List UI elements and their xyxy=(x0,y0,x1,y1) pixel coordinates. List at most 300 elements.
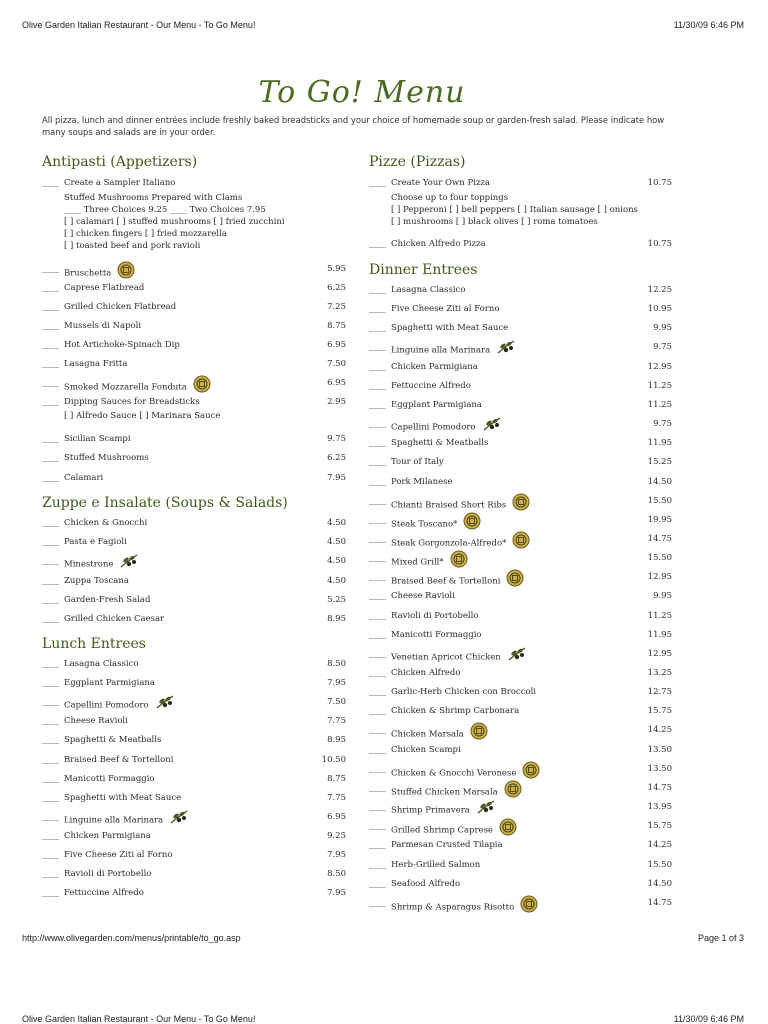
menu-item-price: 5.25 xyxy=(327,594,346,605)
print-header-datetime: 11/30/09 6:46 PM xyxy=(673,20,744,30)
menu-item-name: Caprese Flatbread xyxy=(64,283,145,293)
menu-item xyxy=(42,812,346,826)
menu-item-price: 9.75 xyxy=(653,342,672,353)
quantity-blank[interactable]: ____ xyxy=(369,178,386,188)
quantity-blank[interactable]: ____ xyxy=(42,434,59,444)
menu-item-name: Chicken Alfredo xyxy=(391,668,461,678)
menu-item-price: 8.95 xyxy=(327,614,346,624)
menu-item-name: Herb-Grilled Salmon xyxy=(391,859,481,870)
menu-item-name: Garden-Fresh Salad xyxy=(64,594,151,605)
quantity-blank[interactable]: ____ xyxy=(369,744,386,755)
menu-item-price: 10.95 xyxy=(647,304,672,315)
menu-item-price: 14.50 xyxy=(647,476,672,487)
quantity-blank[interactable]: ____ xyxy=(369,438,386,449)
menu-item xyxy=(369,515,672,529)
quantity-blank[interactable]: ____ xyxy=(42,850,59,860)
menu-item-note: [ ] Alfredo Sauce [ ] Marinara Sauce xyxy=(64,411,221,421)
menu-item-name: Stuffed Mushrooms xyxy=(64,453,149,463)
menu-item xyxy=(42,716,346,730)
menu-item-name: Chicken & Gnocchi Veronese xyxy=(391,764,540,782)
menu-item-name: Ravioli di Portobello xyxy=(391,610,479,621)
menu-item xyxy=(369,239,672,253)
footer-url: http://www.olivegarden.com/menus/printable/to_go.asp xyxy=(22,933,241,943)
quantity-blank[interactable]: ____ xyxy=(42,735,59,746)
menu-item-price: 13.50 xyxy=(647,763,672,774)
quantity-blank[interactable]: ____ xyxy=(369,897,386,908)
menu-item-name: Create a Sampler Italiano xyxy=(64,178,176,188)
menu-item-price: 7.25 xyxy=(327,302,346,312)
menu-item xyxy=(369,745,672,759)
menu-item xyxy=(42,378,346,392)
quantity-blank[interactable]: ____ xyxy=(369,304,386,315)
menu-item-price: 10.75 xyxy=(647,239,672,249)
menu-item xyxy=(42,614,346,628)
quantity-blank[interactable]: ____ xyxy=(369,878,386,889)
menu-item-price: 12.25 xyxy=(647,285,672,295)
menu-item-name: Venetian Apricot Chicken xyxy=(391,649,527,665)
menu-item-price: 9.95 xyxy=(653,323,672,334)
menu-item-price: 7.50 xyxy=(327,697,346,708)
quantity-blank[interactable]: ____ xyxy=(369,553,386,564)
quantity-blank[interactable]: ____ xyxy=(42,359,59,369)
menu-item xyxy=(42,735,346,749)
menu-item-price: 14.50 xyxy=(647,878,672,889)
menu-item xyxy=(42,302,346,316)
menu-item-price: 19.95 xyxy=(647,514,672,525)
menu-item-name: Steak Gorgonzola-Alfredo* xyxy=(391,534,530,552)
menu-item xyxy=(42,264,346,278)
menu-item-name: Cheese Ravioli xyxy=(64,716,128,727)
quantity-blank[interactable]: ____ xyxy=(42,697,59,708)
print-header xyxy=(22,20,744,30)
menu-item-price: 2.95 xyxy=(327,397,346,407)
quantity-blank[interactable]: ____ xyxy=(42,754,59,765)
quantity-blank[interactable]: ____ xyxy=(42,283,59,293)
menu-item-name: Seafood Alfredo xyxy=(391,878,461,889)
menu-item-price: 4.50 xyxy=(327,575,346,586)
quantity-blank[interactable]: ____ xyxy=(369,476,386,487)
menu-item xyxy=(369,304,672,318)
menu-item xyxy=(369,323,672,337)
menu-item xyxy=(369,687,672,701)
menu-item-name: Chicken Alfredo Pizza xyxy=(391,239,486,249)
next-page-header-datetime: 11/30/09 6:46 PM xyxy=(673,1014,744,1024)
lighter-fare-icon xyxy=(522,761,540,779)
next-page-header xyxy=(22,1014,744,1024)
menu-item xyxy=(42,434,346,448)
quantity-blank[interactable]: ____ xyxy=(369,591,386,602)
section-heading: Lunch Entrees xyxy=(42,636,146,652)
menu-item-price: 5.95 xyxy=(327,264,346,274)
quantity-blank[interactable]: ____ xyxy=(369,725,386,736)
menu-item-price: 14.25 xyxy=(647,840,672,851)
menu-item-name: Create Your Own Pizza xyxy=(391,178,490,188)
menu-item-price: 7.95 xyxy=(327,473,346,483)
quantity-blank[interactable]: ____ xyxy=(42,453,59,463)
quantity-blank[interactable]: ____ xyxy=(42,537,59,548)
menu-item-name: Cheese Ravioli xyxy=(391,591,455,602)
menu-item xyxy=(369,898,672,912)
menu-item-note: Stuffed Mushrooms Prepared with Clams xyxy=(64,193,243,203)
menu-item xyxy=(369,725,672,739)
menu-item-name: Grilled Chicken Flatbread xyxy=(64,302,177,312)
olive-branch-icon xyxy=(155,694,175,710)
quantity-blank[interactable]: ____ xyxy=(42,869,59,880)
quantity-blank[interactable]: ____ xyxy=(369,840,386,851)
menu-item xyxy=(369,840,672,854)
menu-item-price: 8.50 xyxy=(327,659,346,669)
quantity-blank[interactable]: ____ xyxy=(369,668,386,678)
section-heading: Zuppe e Insalate (Soups & Salads) xyxy=(42,495,288,511)
menu-item-name: Fettuccine Alfredo xyxy=(391,380,471,391)
menu-item-price: 11.25 xyxy=(647,610,672,621)
menu-item-note: Choose up to four toppings xyxy=(391,193,509,203)
menu-item-price: 13.25 xyxy=(647,668,672,678)
menu-item-name: Capellini Pomodoro xyxy=(64,697,175,713)
menu-item xyxy=(42,659,346,673)
menu-item xyxy=(42,537,346,551)
menu-item-name: Ravioli di Portobello xyxy=(64,869,152,880)
menu-item-name: Chicken Parmigiana xyxy=(64,830,151,841)
menu-item-price: 9.95 xyxy=(653,591,672,602)
menu-item-price: 7.75 xyxy=(327,792,346,803)
quantity-blank[interactable]: ____ xyxy=(42,321,59,331)
menu-item xyxy=(369,630,672,644)
quantity-blank[interactable]: ____ xyxy=(42,614,59,624)
menu-item-price: 7.95 xyxy=(327,888,346,899)
menu-item xyxy=(369,477,672,491)
menu-item xyxy=(369,362,672,376)
menu-item-note: [ ] chicken fingers [ ] fried mozzarella xyxy=(64,229,227,239)
menu-item-price: 7.95 xyxy=(327,850,346,860)
menu-item-name: Bruschetta xyxy=(64,264,135,282)
page-title xyxy=(0,70,768,112)
menu-item-name: Steak Toscano* xyxy=(391,515,481,533)
menu-item-name: Chicken Scampi xyxy=(391,744,461,755)
quantity-blank[interactable]: ____ xyxy=(42,659,59,669)
menu-item-name: Stuffed Chicken Marsala xyxy=(391,783,522,801)
lighter-fare-icon xyxy=(504,780,522,798)
olive-branch-icon xyxy=(119,553,139,569)
lighter-fare-icon xyxy=(117,261,135,279)
quantity-blank[interactable]: ____ xyxy=(369,342,386,353)
menu-item-price: 10.50 xyxy=(321,754,346,765)
menu-item-price: 15.25 xyxy=(647,457,672,468)
quantity-blank[interactable]: ____ xyxy=(369,514,386,525)
menu-item-price: 15.75 xyxy=(647,821,672,832)
menu-item-name: Parmesan Crusted Tilapia xyxy=(391,840,503,851)
quantity-blank[interactable]: ____ xyxy=(369,380,386,391)
menu-item-price: 15.50 xyxy=(647,553,672,564)
menu-item xyxy=(369,649,672,663)
quantity-blank[interactable]: ____ xyxy=(42,378,59,388)
menu-item-price: 7.95 xyxy=(327,678,346,689)
menu-item-price: 6.25 xyxy=(327,283,346,293)
menu-item-name: Sicilian Scampi xyxy=(64,434,131,444)
menu-item xyxy=(369,285,672,299)
menu-item-name: Chicken Marsala xyxy=(391,725,488,743)
menu-item-price: 11.25 xyxy=(647,399,672,410)
quantity-blank[interactable]: ____ xyxy=(369,239,386,249)
menu-item-price: 9.75 xyxy=(327,434,346,444)
menu-item xyxy=(42,453,346,467)
menu-item-name: Pork Milanese xyxy=(391,476,453,487)
menu-item-price: 10.75 xyxy=(647,178,672,188)
menu-item-name: Pasta e Fagioli xyxy=(64,537,127,548)
menu-item xyxy=(42,556,346,570)
menu-item-name: Braised Beef & Tortelloni xyxy=(391,572,524,590)
footer-page-number: Page 1 of 3 xyxy=(697,933,744,943)
menu-item-name: Chicken & Gnocchi xyxy=(64,518,148,528)
menu-item-price: 7.50 xyxy=(327,359,346,369)
menu-item xyxy=(42,793,346,807)
menu-item xyxy=(42,576,346,590)
menu-item-price: 6.25 xyxy=(327,453,346,463)
menu-item-price: 11.95 xyxy=(647,629,672,640)
menu-item-name: Hot Artichoke-Spinach Dip xyxy=(64,340,180,350)
lighter-fare-icon xyxy=(450,550,468,568)
menu-item-price: 9.25 xyxy=(327,830,346,841)
menu-item-price: 9.75 xyxy=(653,419,672,430)
quantity-blank[interactable]: ____ xyxy=(369,419,386,430)
section-heading: Pizze (Pizzas) xyxy=(369,154,466,170)
menu-item xyxy=(42,518,346,532)
lighter-fare-icon xyxy=(463,512,481,530)
menu-item-name: Lasagna Classico xyxy=(64,659,139,669)
menu-item-price: 8.50 xyxy=(327,869,346,880)
menu-item-name: Calamari xyxy=(64,473,104,483)
lighter-fare-icon xyxy=(499,818,517,836)
menu-item-name: Grilled Chicken Caesar xyxy=(64,614,165,624)
print-header-title: Olive Garden Italian Restaurant - Our Menu - To Go Menu! xyxy=(22,20,256,30)
lighter-fare-icon xyxy=(470,722,488,740)
quantity-blank[interactable]: ____ xyxy=(369,629,386,640)
lighter-fare-icon xyxy=(512,531,530,549)
page-title-text: To Go! Menu xyxy=(258,75,466,110)
menu-item-price: 6.95 xyxy=(327,378,346,388)
quantity-blank[interactable]: ____ xyxy=(369,782,386,793)
quantity-blank[interactable]: ____ xyxy=(369,648,386,659)
menu-item-price: 11.25 xyxy=(647,380,672,391)
menu-item-price: 6.95 xyxy=(327,811,346,822)
quantity-blank[interactable]: ____ xyxy=(369,821,386,832)
menu-item-note: [ ] Pepperoni [ ] bell peppers [ ] Italian sausage [ ] onions xyxy=(391,205,638,215)
quantity-blank[interactable]: ____ xyxy=(369,706,386,717)
menu-item xyxy=(42,869,346,883)
olive-branch-icon xyxy=(496,339,516,355)
menu-item-name: Five Cheese Ziti al Forno xyxy=(64,850,173,860)
menu-item xyxy=(369,764,672,778)
menu-item xyxy=(42,283,346,297)
menu-item-name: Spaghetti with Meat Sauce xyxy=(64,792,182,803)
quantity-blank[interactable]: ____ xyxy=(369,457,386,468)
quantity-blank[interactable]: ____ xyxy=(42,518,59,528)
quantity-blank[interactable]: ____ xyxy=(42,397,59,407)
menu-item-name: Mixed Grill* xyxy=(391,553,468,571)
quantity-blank[interactable]: ____ xyxy=(369,572,386,583)
quantity-blank[interactable]: ____ xyxy=(42,340,59,350)
menu-item-name: Smoked Mozzarella Fonduta xyxy=(64,378,211,396)
page-title-area xyxy=(0,70,768,112)
menu-item-name: Grilled Shrimp Caprese xyxy=(391,821,517,839)
menu-item-name: Chianti Braised Short Ribs xyxy=(391,496,530,514)
menu-item-price: 12.95 xyxy=(647,572,672,583)
quantity-blank[interactable]: ____ xyxy=(42,830,59,841)
quantity-blank[interactable]: ____ xyxy=(42,888,59,899)
menu-item-name: Linguine alla Marinara xyxy=(64,812,189,828)
menu-item-price: 14.75 xyxy=(647,533,672,544)
menu-item xyxy=(369,611,672,625)
olive-branch-icon xyxy=(482,416,502,432)
menu-item xyxy=(369,534,672,548)
olive-branch-icon xyxy=(169,809,189,825)
menu-item-name: Fettuccine Alfredo xyxy=(64,888,144,899)
section-heading: Antipasti (Appetizers) xyxy=(42,154,198,170)
menu-item xyxy=(369,342,672,356)
quantity-blank[interactable]: ____ xyxy=(369,802,386,813)
menu-item-name: Garlic-Herb Chicken con Broccoli xyxy=(391,687,537,698)
intro-text: All pizza, lunch and dinner entrées include freshly baked breadsticks and your choice of homemade soup or garden-fresh salad. Please indicate how many soups and salads are in your order. xyxy=(42,115,665,137)
menu-item-name: Braised Beef & Tortelloni xyxy=(64,754,174,765)
quantity-blank[interactable]: ____ xyxy=(42,716,59,727)
menu-item xyxy=(369,438,672,452)
menu-item-price: 13.50 xyxy=(647,744,672,755)
menu-item-price: 4.50 xyxy=(327,537,346,548)
lighter-fare-icon xyxy=(193,375,211,393)
quantity-blank[interactable]: ____ xyxy=(369,495,386,506)
menu-item-name: Linguine alla Marinara xyxy=(391,342,516,358)
menu-item xyxy=(369,879,672,893)
quantity-blank[interactable]: ____ xyxy=(42,773,59,784)
menu-item xyxy=(42,473,346,487)
quantity-blank[interactable]: ____ xyxy=(42,594,59,605)
menu-item xyxy=(42,397,346,411)
menu-item-price: 6.95 xyxy=(327,340,346,350)
lighter-fare-icon xyxy=(512,493,530,511)
menu-item-price: 4.50 xyxy=(327,518,346,528)
quantity-blank[interactable]: ____ xyxy=(42,792,59,803)
menu-item xyxy=(369,706,672,720)
menu-item xyxy=(42,755,346,769)
menu-item-price: 13.95 xyxy=(647,802,672,813)
menu-item-note: [ ] toasted beef and pork ravioli xyxy=(64,241,201,251)
menu-item xyxy=(42,888,346,902)
menu-item-name: Chicken Parmigiana xyxy=(391,361,478,372)
menu-item-name: Spaghetti & Meatballs xyxy=(391,438,489,449)
menu-item xyxy=(42,831,346,845)
section-heading: Dinner Entrees xyxy=(369,262,478,278)
quantity-blank[interactable]: ____ xyxy=(369,763,386,774)
menu-item xyxy=(369,821,672,835)
quantity-blank[interactable]: ____ xyxy=(42,575,59,586)
menu-item xyxy=(42,678,346,692)
menu-item-price: 12.75 xyxy=(647,687,672,698)
menu-item xyxy=(369,802,672,816)
quantity-blank[interactable]: ____ xyxy=(369,533,386,544)
quantity-blank[interactable]: ____ xyxy=(42,811,59,822)
menu-item-price: 8.75 xyxy=(327,773,346,784)
menu-item xyxy=(369,860,672,874)
olive-branch-icon xyxy=(507,646,527,662)
menu-item-price: 12.95 xyxy=(647,361,672,372)
menu-item-name: Manicotti Formaggio xyxy=(64,773,155,784)
menu-item-name: Chicken & Shrimp Carbonara xyxy=(391,706,520,717)
menu-item xyxy=(42,595,346,609)
menu-item-price: 8.75 xyxy=(327,321,346,331)
menu-item-name: Capellini Pomodoro xyxy=(391,419,502,435)
menu-item-price: 7.75 xyxy=(327,716,346,727)
menu-item xyxy=(42,178,346,192)
quantity-blank[interactable]: ____ xyxy=(42,473,59,483)
next-page-header-title: Olive Garden Italian Restaurant - Our Menu - To Go Menu! xyxy=(22,1014,256,1024)
quantity-blank[interactable]: ____ xyxy=(369,859,386,870)
quantity-blank[interactable]: ____ xyxy=(369,285,386,295)
quantity-blank[interactable]: ____ xyxy=(42,264,59,274)
menu-item xyxy=(42,359,346,373)
menu-item-name: Dipping Sauces for Breadsticks xyxy=(64,397,200,407)
menu-item xyxy=(369,668,672,682)
menu-item-price: 15.50 xyxy=(647,495,672,506)
menu-item xyxy=(369,457,672,471)
menu-item xyxy=(42,850,346,864)
menu-item-name: Tour of Italy xyxy=(391,457,444,468)
quantity-blank[interactable]: ____ xyxy=(42,678,59,689)
menu-item-price: 14.75 xyxy=(647,897,672,908)
quantity-blank[interactable]: ____ xyxy=(42,302,59,312)
menu-item xyxy=(369,591,672,605)
menu-item-note: ____ Three Choices 9.25 ____ Two Choices 7.95 xyxy=(64,205,266,215)
menu-item-price: 4.50 xyxy=(327,556,346,567)
menu-item-note: [ ] calamari [ ] stuffed mushrooms [ ] fried zucchini xyxy=(64,217,285,227)
menu-item-price: 8.95 xyxy=(327,735,346,746)
menu-item xyxy=(369,381,672,395)
lighter-fare-icon xyxy=(506,569,524,587)
menu-item-name: Shrimp Primavera xyxy=(391,802,496,818)
menu-item xyxy=(42,340,346,354)
menu-item xyxy=(42,774,346,788)
quantity-blank[interactable]: ____ xyxy=(369,399,386,410)
menu-item-name: Zuppa Toscana xyxy=(64,575,129,586)
menu-item-note: [ ] mushrooms [ ] black olives [ ] roma tomatoes xyxy=(391,217,598,227)
menu-item xyxy=(369,572,672,586)
lighter-fare-icon xyxy=(520,895,538,913)
menu-item xyxy=(42,697,346,711)
menu-item xyxy=(369,400,672,414)
menu-item-price: 15.75 xyxy=(647,706,672,717)
quantity-blank[interactable]: ____ xyxy=(42,556,59,567)
quantity-blank[interactable]: ____ xyxy=(369,323,386,334)
menu-item-name: Eggplant Parmigiana xyxy=(64,678,155,689)
menu-item-name: Lasagna Classico xyxy=(391,285,466,295)
menu-item-price: 14.25 xyxy=(647,725,672,736)
menu-item-name: Minestrone xyxy=(64,556,139,572)
print-footer xyxy=(22,933,744,943)
quantity-blank[interactable]: ____ xyxy=(369,610,386,621)
menu-item xyxy=(369,178,672,192)
menu-item-name: Spaghetti & Meatballs xyxy=(64,735,162,746)
menu-item-name: Mussels di Napoli xyxy=(64,321,142,331)
quantity-blank[interactable]: ____ xyxy=(42,178,59,188)
quantity-blank[interactable]: ____ xyxy=(369,361,386,372)
quantity-blank[interactable]: ____ xyxy=(369,687,386,698)
menu-item-name: Shrimp & Asparagus Risotto xyxy=(391,898,538,916)
menu-item-price: 12.95 xyxy=(647,648,672,659)
menu-item-price: 11.95 xyxy=(647,438,672,449)
menu-item-name: Five Cheese Ziti al Forno xyxy=(391,304,500,315)
menu-item xyxy=(369,783,672,797)
menu-item-name: Lasagna Fritta xyxy=(64,359,128,369)
menu-item xyxy=(369,496,672,510)
